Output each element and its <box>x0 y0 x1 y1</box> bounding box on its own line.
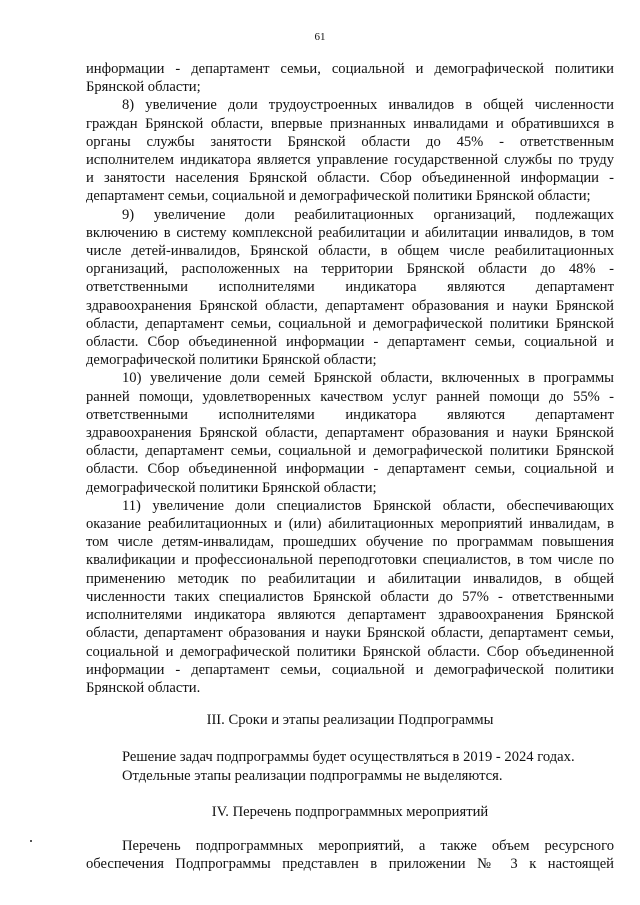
text-line: Решение задач подпрограммы будет осуществляться в 2019 - 2024 годах. <box>122 749 575 766</box>
text-line: здравоохранения Брянской области, департамент образования и науки Брянской <box>86 297 614 314</box>
text-line: исполнителем индикатора является управление государственной службы по труду <box>86 152 614 169</box>
document-body <box>86 60 614 873</box>
text-line: 11) увеличение доли специалистов Брянской области, обеспечивающих <box>122 497 614 514</box>
text-line: ответственными исполнителями индикатора являются департамент <box>86 279 614 296</box>
text-line: включению в систему комплексной реабилитации и абилитации инвалидов, в том <box>86 224 614 241</box>
text-line: органы службы занятости Брянской области до 45% - ответственным <box>86 133 614 150</box>
text-line: 9) увеличение доли реабилитационных организаций, подлежащих <box>122 206 614 223</box>
paragraph-item-9 <box>86 206 614 370</box>
text-line: области. Сбор объединенной информации - департамент семьи, социальной и <box>86 461 614 478</box>
section-heading-4: IV. Перечень подпрограммных мероприятий <box>211 803 489 820</box>
text-line: организаций, расположенных на территории Брянской области до 48% - <box>86 261 614 278</box>
paragraph-item-8 <box>86 96 614 205</box>
text-line: оказание реабилитационных и (или) абилитационных мероприятий инвалидам, в <box>86 516 614 533</box>
paragraph-continuation <box>86 60 614 96</box>
section-4-text <box>86 837 614 873</box>
paragraph-item-11 <box>86 497 614 697</box>
text-line: демографической политики Брянской области; <box>86 479 377 496</box>
text-line: Перечень подпрограммных мероприятий, а также объем ресурсного <box>122 837 614 854</box>
text-line: информации - департамент семьи, социальной и демографической политики <box>86 661 614 678</box>
text-line: ответственными исполнителями индикатора являются департамент <box>86 406 614 423</box>
text-line: граждан Брянской области, впервые признанных инвалидами и обратившихся в <box>86 115 614 132</box>
text-line: демографической политики Брянской области; <box>86 352 377 369</box>
text-line: квалификации и профессиональной переподготовки специалистов, в том числе по <box>86 552 614 569</box>
text-line: и занятости населения Брянской области. Сбор объединенной информации - <box>86 170 614 187</box>
text-line: области, департамент семьи, социальной и демографической политики Брянской <box>86 443 614 460</box>
section-heading-3: III. Сроки и этапы реализации Подпрограммы <box>206 712 494 729</box>
text-line: здравоохранения Брянской области, департамент образования и науки Брянской <box>86 425 614 442</box>
text-line: ранней помощи, удовлетворенных качеством услуг ранней помощи до 55% - <box>86 388 614 405</box>
text-line: области. Сбор объединенной информации - департамент семьи, социальной и <box>86 334 614 351</box>
text-line: области, департамент семьи, социальной и демографической политики Брянской <box>86 315 614 332</box>
paragraph-item-10 <box>86 369 614 496</box>
text-line: Брянской области. <box>86 679 201 696</box>
text-line: информации - департамент семьи, социальной и демографической политики <box>86 61 614 77</box>
text-line: Брянской области; <box>86 79 201 96</box>
text-line: департамент семьи, социальной и демографической политики Брянской области; <box>86 188 591 205</box>
section-3-text <box>86 748 614 784</box>
text-line: социальной и демографической политики Брянской области. Сбор объединенной <box>86 643 614 660</box>
text-line: 10) увеличение доли семей Брянской области, включенных в программы <box>122 370 614 387</box>
text-line: том числе детям-инвалидам, прошедших обучение по программам повышения <box>86 534 614 551</box>
page-number: 61 <box>314 31 326 43</box>
text-line: численности таких специалистов Брянской области до 57% - ответственными <box>86 588 614 605</box>
scan-speck <box>30 840 32 842</box>
text-line: обеспечения Подпрограммы представлен в приложении № 3 к настоящей <box>86 856 614 873</box>
text-line: Отдельные этапы реализации подпрограммы не выделяются. <box>122 767 503 784</box>
text-line: 8) увеличение доли трудоустроенных инвалидов в общей численности <box>122 97 614 114</box>
text-line: области, департамент образования и науки Брянской области, департамент семьи, <box>86 625 614 642</box>
text-line: применению методик по реабилитации и абилитации инвалидов, в общей <box>86 570 614 587</box>
text-line: числе детей-инвалидов, Брянской области, в общем числе реабилитационных <box>86 243 614 260</box>
text-line: исполнителями индикатора являются департамент здравоохранения Брянской <box>86 607 614 624</box>
